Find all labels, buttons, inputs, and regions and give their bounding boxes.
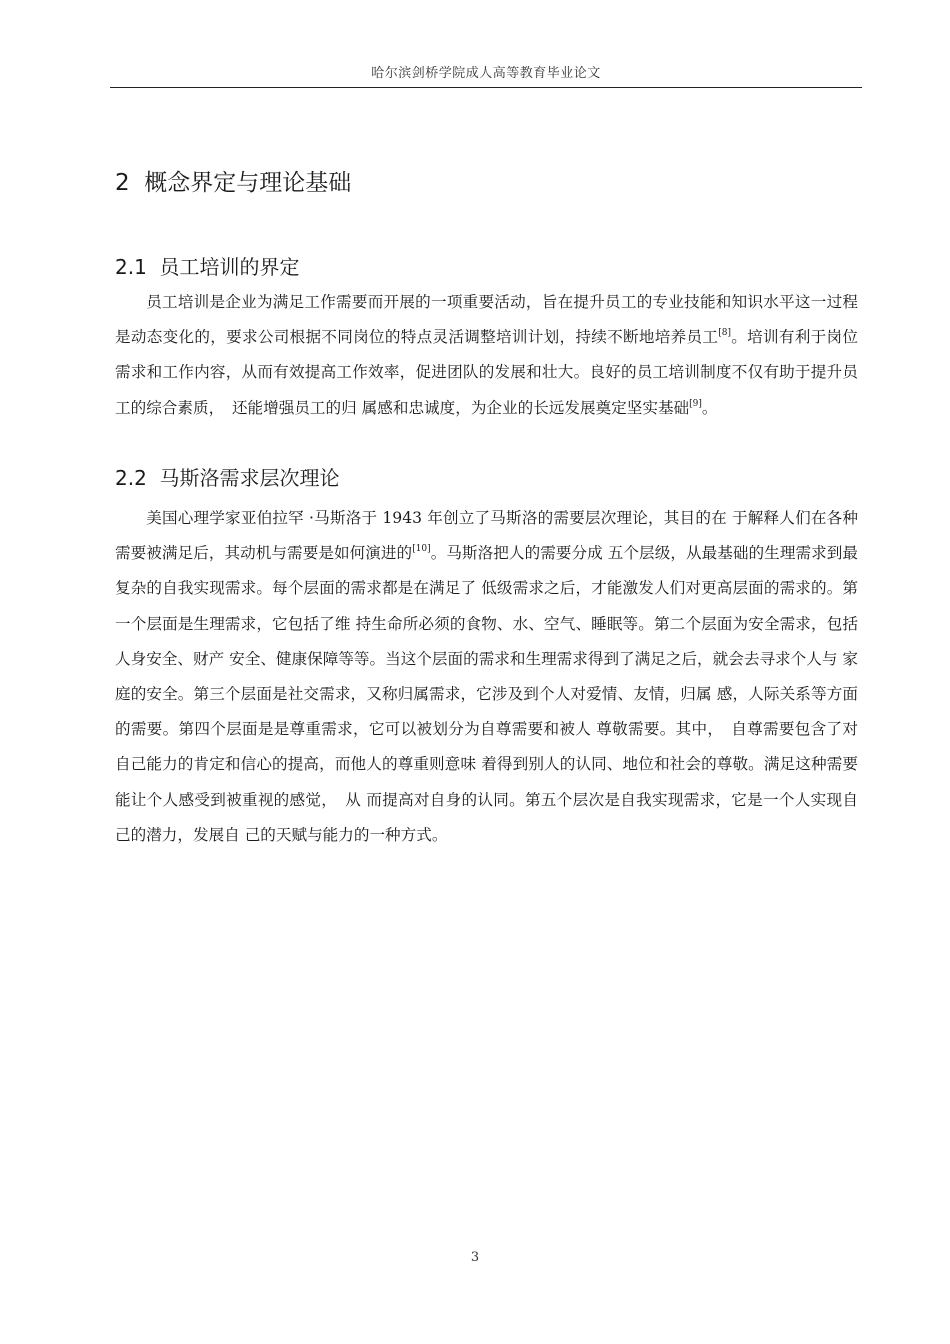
chapter-title-text: 概念界定与理论基础 — [144, 170, 352, 196]
paragraph-text: 。马斯洛把人的需要分成 五个层级，从最基础的生理需求到最复杂的自我实现需求。每个层面的需求都是在满足了 低级需求之后，才能激发人们对更高层面的需求的。第一个层面是生理需求，它包括了维 持生命所必须的食物、水、空气、睡眠等。第二个层面为安全需求，包括人身安全、财产 安全、健康保障等等。当这个层面的需求和生理需求得到了满足之后，就会去寻求个人与 家庭的安全。第三个层面是社交需求，又称归属需求，它涉及到个人对爱情、友情，归属 感，人际关系等方面的需要。第四个层面是是尊重需求，它可以被划分为自尊需要和被人 尊敬需要。其中， 自尊需要包含了对自己能力的肯定和信心的提高，而他人的尊重则意味 着得到别人的认同、地位和社会的尊敬。满足这种需要能让个人感受到被重视的感觉， 从 而提高对自身的认同。第五个层次是自我实现需求，它是一个人实现自己的潜力，发展自 己的天赋与能力的一种方式。 — [115, 544, 858, 844]
section-title-text: 员工培训的界定 — [159, 255, 300, 279]
section-title-text: 马斯洛需求层次理论 — [159, 466, 340, 490]
section-2-2-paragraph — [115, 501, 858, 853]
chapter-number: 2 — [115, 170, 130, 196]
header-divider — [110, 87, 862, 88]
page-header: 哈尔滨剑桥学院成人高等教育毕业论文 — [371, 66, 601, 81]
section-title-2-2 — [115, 462, 340, 491]
section-number: 2.1 — [115, 255, 147, 279]
chapter-title — [115, 164, 351, 197]
section-title-2-1 — [115, 251, 300, 280]
section-number: 2.2 — [115, 466, 147, 490]
paragraph-text: 员工培训是企业为满足工作需要而开展的一项重要活动，旨在提升员工的专业技能和知识水平这一过程是动态变化的，要求公司根据不同岗位的特点灵活调整培训计划，持续不断地培养员工 — [115, 293, 858, 347]
paragraph-text: 。培训有利于岗位需求和工作内容，从而有效提高工作效率，促进团队的发展和壮大。良好的员工培训制度不仅有助于提升员工的综合素质， 还能增强员工的归 属感和忠诚度，为企业的长远发展奠定坚实基础 — [115, 328, 858, 417]
section-2-1-paragraph — [115, 285, 858, 426]
paragraph-text: 。 — [701, 398, 718, 417]
citation-ref: [10] — [412, 544, 431, 555]
paragraph-text: 美国心理学家亚伯拉罕 ·马斯洛于 1943 年创立了马斯洛的需要层次理论，其目的在 于解释人们在各种需要被满足后，其动机与需要是如何演进的 — [115, 509, 858, 563]
page-number: 3 — [470, 1250, 480, 1265]
citation-ref: [9] — [689, 398, 702, 409]
citation-ref: [8] — [718, 328, 731, 339]
